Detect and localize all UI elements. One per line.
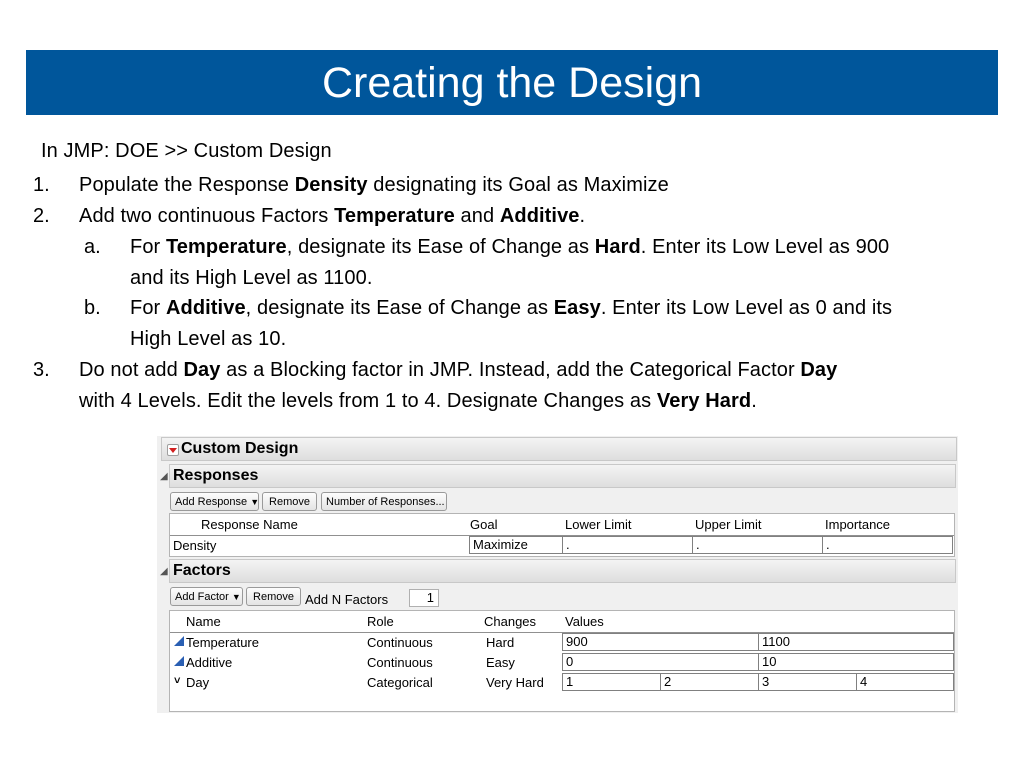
categorical-factor-icon: ˅ (174, 675, 181, 687)
step-2a-cont: and its High Level as 1100. (130, 267, 373, 289)
number-of-responses-button[interactable]: Number of Responses... (321, 492, 447, 511)
responses-header[interactable] (169, 464, 956, 488)
step-2-number: 2. (33, 205, 50, 227)
step-2a: For Temperature, designate its Ease of Change as Hard. Enter its Low Level as 900 (130, 236, 890, 258)
factor-name-additive[interactable]: Additive (186, 655, 233, 670)
add-response-button[interactable]: Add Response ▼ (170, 492, 259, 511)
custom-design-header[interactable] (161, 437, 957, 461)
col-role: Role (367, 614, 394, 629)
col-response-name: Response Name (201, 517, 298, 532)
dropdown-arrow-icon: ▼ (231, 592, 241, 602)
temperature-low-value[interactable]: 900 (562, 633, 759, 651)
additive-low-value[interactable]: 0 (562, 653, 759, 671)
factor-changes-temperature[interactable]: Hard (486, 635, 515, 650)
day-level-3[interactable]: 3 (758, 673, 857, 691)
factors-header[interactable] (169, 559, 956, 583)
day-level-4[interactable]: 4 (856, 673, 954, 691)
remove-response-button[interactable]: Remove (262, 492, 317, 511)
factor-role-temperature: Continuous (367, 635, 433, 650)
lower-limit-cell[interactable]: . (562, 536, 693, 554)
step-3-cont: with 4 Levels. Edit the levels from 1 to 4. Designate Changes as Very Hard. (79, 390, 757, 412)
col-upper-limit: Upper Limit (695, 517, 762, 532)
responses-title: Responses (173, 467, 259, 484)
day-level-2[interactable]: 2 (660, 673, 759, 691)
importance-cell[interactable]: . (822, 536, 953, 554)
step-3-number: 3. (33, 359, 50, 381)
col-goal: Goal (470, 517, 498, 532)
factors-title: Factors (173, 562, 231, 579)
disclosure-responses-icon[interactable]: ◢ (160, 471, 168, 482)
factors-table (169, 610, 955, 712)
factor-role-additive: Continuous (367, 655, 433, 670)
step-2b-number: b. (84, 297, 101, 319)
factor-name-day[interactable]: Day (186, 675, 210, 690)
continuous-factor-icon (174, 636, 184, 646)
step-2b-cont: High Level as 10. (130, 328, 287, 350)
intro-text: In JMP: DOE >> Custom Design (41, 140, 332, 162)
col-importance: Importance (825, 517, 891, 532)
responses-table (169, 513, 955, 557)
step-2a-number: a. (84, 236, 101, 258)
red-triangle-menu-icon[interactable] (167, 444, 179, 456)
step-3: Do not add Day as a Blocking factor in JMP. Instead, add the Categorical Factor Day (79, 359, 838, 381)
temperature-high-value[interactable]: 1100 (758, 633, 954, 651)
disclosure-factors-icon[interactable]: ◢ (160, 566, 168, 577)
add-factor-button[interactable]: Add Factor ▼ (170, 587, 243, 606)
day-level-1[interactable]: 1 (562, 673, 661, 691)
factor-changes-day[interactable]: Very Hard (486, 675, 544, 690)
title-bar (26, 50, 998, 115)
response-name-cell[interactable]: Density (173, 538, 217, 553)
col-values: Values (565, 614, 604, 629)
n-factors-input[interactable]: 1 (409, 589, 439, 607)
factor-name-temperature[interactable]: Temperature (186, 635, 259, 650)
col-name: Name (186, 614, 221, 629)
additive-high-value[interactable]: 10 (758, 653, 954, 671)
step-2b: For Additive, designate its Ease of Change as Easy. Enter its Low Level as 0 and its (130, 297, 893, 319)
step-1: Populate the Response Density designating its Goal as Maximize (79, 174, 669, 196)
jmp-custom-design-panel (157, 436, 958, 713)
remove-factor-button[interactable]: Remove (246, 587, 301, 606)
slide-title: Creating the Design (321, 59, 703, 107)
goal-cell[interactable]: Maximize (469, 536, 563, 554)
col-lower-limit: Lower Limit (565, 517, 632, 532)
add-n-factors-label: Add N Factors (305, 592, 389, 607)
factor-changes-additive[interactable]: Easy (486, 655, 515, 670)
factor-role-day: Categorical (367, 675, 433, 690)
continuous-factor-icon (174, 656, 184, 666)
col-changes: Changes (484, 614, 537, 629)
upper-limit-cell[interactable]: . (692, 536, 823, 554)
custom-design-title: Custom Design (181, 440, 299, 457)
step-2: Add two continuous Factors Temperature and Additive. (79, 205, 586, 227)
dropdown-arrow-icon: ▼ (250, 497, 260, 507)
step-1-number: 1. (33, 174, 50, 196)
